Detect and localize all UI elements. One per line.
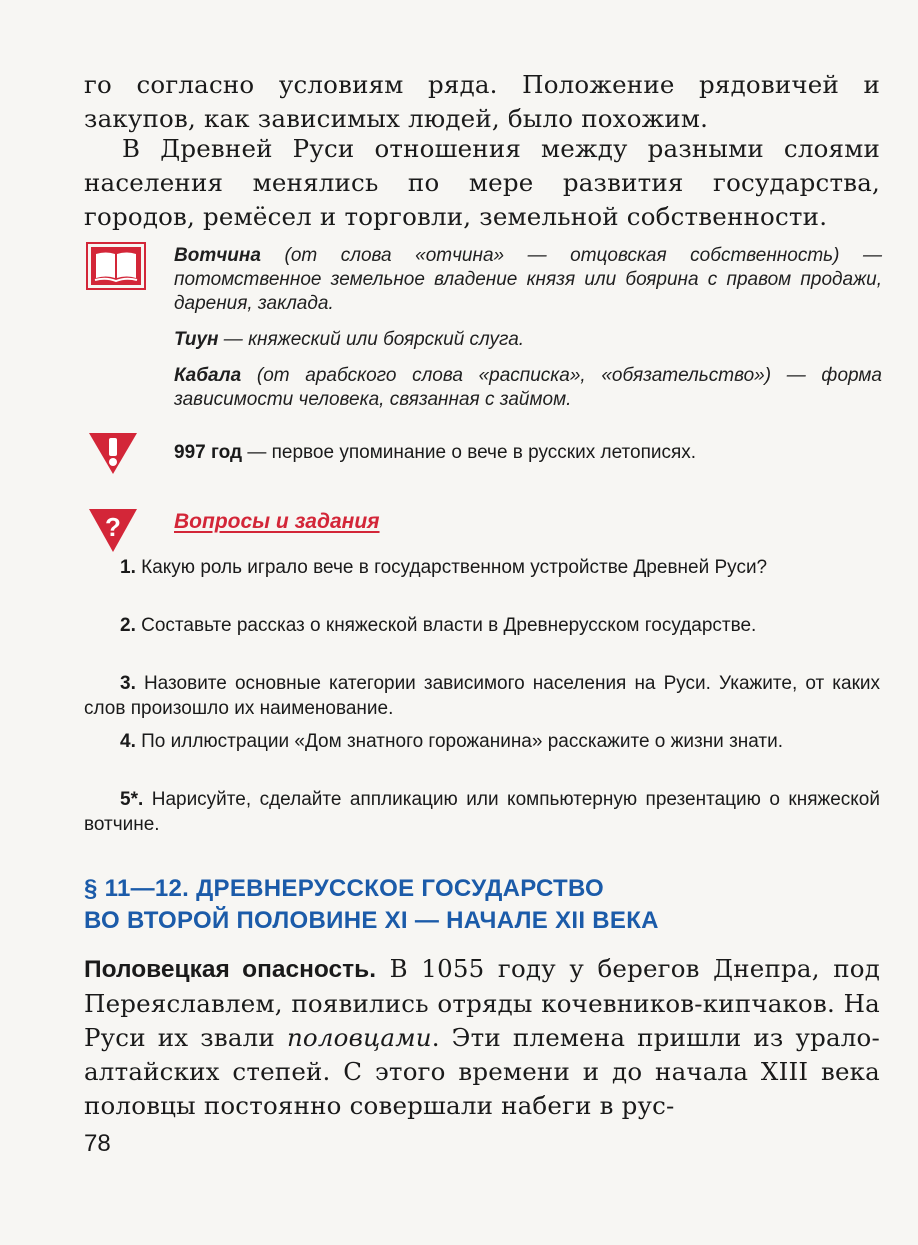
section-lead: Половецкая опасность. — [84, 956, 377, 983]
question-number: 1. — [120, 557, 136, 578]
section-heading-line-1: § 11—12. ДРЕВНЕРУССКОЕ ГОСУДАРСТВО — [84, 875, 605, 902]
section-heading-line-2: ВО ВТОРОЙ ПОЛОВИНЕ XI — НАЧАЛЕ XII ВЕКА — [84, 907, 659, 934]
question-text: По иллюстрации «Дом знатного горожанина» расскажите о жизни знати. — [135, 731, 784, 752]
book-icon — [86, 242, 146, 295]
question-item-3 — [84, 671, 880, 721]
section-body-2: . Эти племена пришли из урало-алтайских степей. С этого времени и до начала XIII века половцы постоянно совершали набеги в рус- — [84, 1023, 880, 1120]
page-number: 78 — [84, 1130, 111, 1157]
definition-term: Вотчина — [174, 245, 261, 266]
question-item-2 — [84, 613, 880, 638]
intro-paragraph-2: В Древней Руси отношения между разными слоями населения менялись по мере развития государства, городов, ремёсел и торговли, земельной собственности. — [84, 134, 880, 231]
definition-text: (от арабского слова «расписка», «обязательство») — форма зависимости человека, связанная с займом. — [174, 365, 882, 410]
question-number: 2. — [120, 615, 136, 636]
fact-line — [174, 440, 882, 466]
question-text: Нарисуйте, сделайте аппликацию или компьютерную презентацию о княжеской вотчине. — [84, 789, 880, 835]
questions-title: Вопросы и задания — [174, 510, 380, 533]
question-item-1 — [84, 555, 880, 580]
definition-tiun — [174, 328, 882, 352]
question-item-4 — [84, 729, 880, 754]
section-heading — [84, 873, 884, 937]
section-body-paragraph — [84, 952, 880, 1123]
question-icon — [87, 506, 139, 559]
question-text: Какую роль играло вече в государственном устройстве Древней Руси? — [135, 557, 768, 578]
question-text: Назовите основные категории зависимого населения на Руси. Укажите, от каких слов произошло их наименование. — [84, 673, 880, 719]
question-number: 3. — [120, 673, 136, 694]
definition-votchina — [174, 244, 882, 316]
question-number: 5*. — [120, 789, 144, 810]
definition-term: Тиун — [174, 329, 219, 350]
fact-year: 997 год — [174, 442, 243, 463]
svg-text:?: ? — [105, 512, 121, 542]
fact-text: — первое упоминание о вече в русских летописях. — [242, 442, 697, 463]
question-text: Составьте рассказ о княжеской власти в Древнерусском государстве. — [135, 615, 757, 636]
definition-term: Кабала — [174, 365, 242, 386]
question-item-5 — [84, 787, 880, 837]
intro-paragraph-1: го согласно условиям ряда. Положение рядовичей и закупов, как зависимых людей, было похожим. — [84, 70, 880, 133]
definition-text: — княжеский или боярский слуга. — [218, 329, 525, 350]
exclamation-icon — [87, 430, 139, 481]
definition-kabala — [174, 364, 882, 412]
section-italic-term: половцами — [286, 1023, 432, 1052]
section-body-1: В 1055 году у берегов Днепра, под Переяславлем, появились отряды кочевников-кипчаков. На Руси их звали — [84, 954, 880, 1052]
question-number: 4. — [120, 731, 136, 752]
definition-text: (от слова «отчина» — отцовская собственность) — потомственное земельное владение князя или боярина с правом продажи, дарения, заклада. — [174, 245, 882, 314]
